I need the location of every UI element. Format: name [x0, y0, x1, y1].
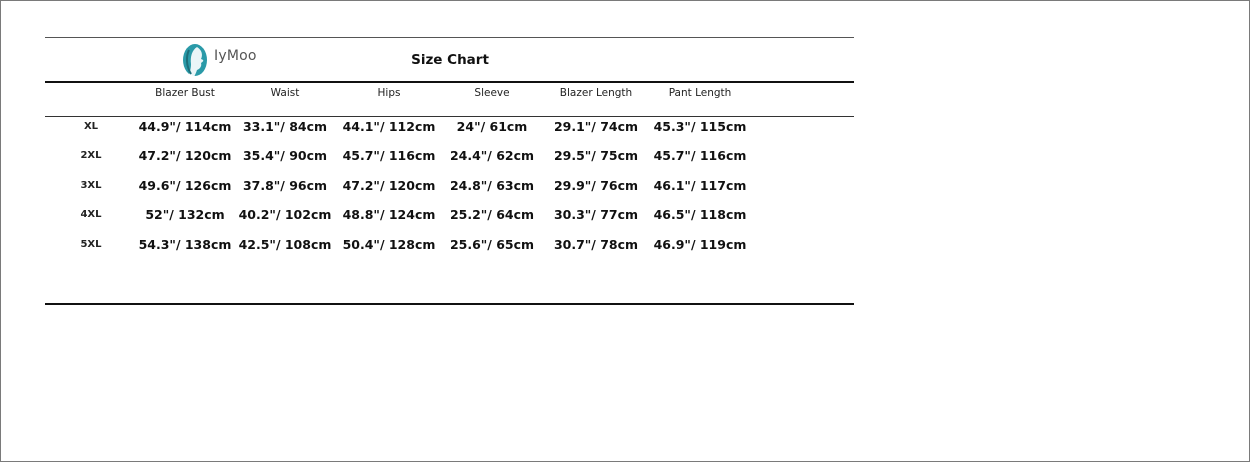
table-cell: 45.7"/ 116cm — [342, 148, 436, 163]
column-header: Blazer Bust — [155, 87, 215, 99]
column-header: Sleeve — [474, 87, 510, 99]
table-cell: 42.5"/ 108cm — [238, 237, 332, 252]
table-cell: 49.6"/ 126cm — [138, 178, 232, 193]
table-cell: 48.8"/ 124cm — [342, 207, 436, 222]
table-cell: 33.1"/ 84cm — [242, 119, 328, 134]
table-cell: 24"/ 61cm — [456, 119, 528, 134]
top-rule — [45, 37, 854, 38]
table-cell: 24.8"/ 63cm — [449, 178, 535, 193]
brand-logo — [182, 42, 312, 78]
size-label: XL — [83, 121, 99, 132]
column-header: Pant Length — [668, 87, 732, 99]
column-header: Blazer Length — [559, 87, 633, 99]
table-cell: 25.6"/ 65cm — [449, 237, 535, 252]
table-cell: 30.3"/ 77cm — [553, 207, 639, 222]
size-label: 3XL — [80, 180, 102, 191]
table-cell: 47.2"/ 120cm — [342, 178, 436, 193]
table-cell: 30.7"/ 78cm — [553, 237, 639, 252]
column-header-rule — [45, 116, 854, 117]
page-title: Size Chart — [411, 52, 489, 68]
table-cell: 54.3"/ 138cm — [138, 237, 232, 252]
table-cell: 52"/ 132cm — [145, 207, 225, 222]
woman-profile-icon — [182, 42, 210, 78]
column-header: Hips — [377, 87, 401, 99]
table-cell: 50.4"/ 128cm — [342, 237, 436, 252]
table-cell: 46.1"/ 117cm — [653, 178, 747, 193]
table-cell: 46.9"/ 119cm — [653, 237, 747, 252]
column-header: Waist — [270, 87, 300, 99]
table-cell: 46.5"/ 118cm — [653, 207, 747, 222]
header-rule — [45, 81, 854, 83]
size-label: 5XL — [80, 239, 102, 250]
table-cell: 24.4"/ 62cm — [449, 148, 535, 163]
table-cell: 44.9"/ 114cm — [138, 119, 232, 134]
table-cell: 40.2"/ 102cm — [238, 207, 332, 222]
table-cell: 45.7"/ 116cm — [653, 148, 747, 163]
size-label: 4XL — [80, 209, 102, 220]
bottom-rule — [45, 303, 854, 305]
table-cell: 35.4"/ 90cm — [242, 148, 328, 163]
table-cell: 37.8"/ 96cm — [242, 178, 328, 193]
table-cell: 45.3"/ 115cm — [653, 119, 747, 134]
table-cell: 47.2"/ 120cm — [138, 148, 232, 163]
table-cell: 25.2"/ 64cm — [449, 207, 535, 222]
table-cell: 44.1"/ 112cm — [342, 119, 436, 134]
brand-name: IyMoo — [214, 48, 257, 64]
table-cell: 29.5"/ 75cm — [553, 148, 639, 163]
table-cell: 29.1"/ 74cm — [553, 119, 639, 134]
size-label: 2XL — [80, 150, 102, 161]
table-cell: 29.9"/ 76cm — [553, 178, 639, 193]
